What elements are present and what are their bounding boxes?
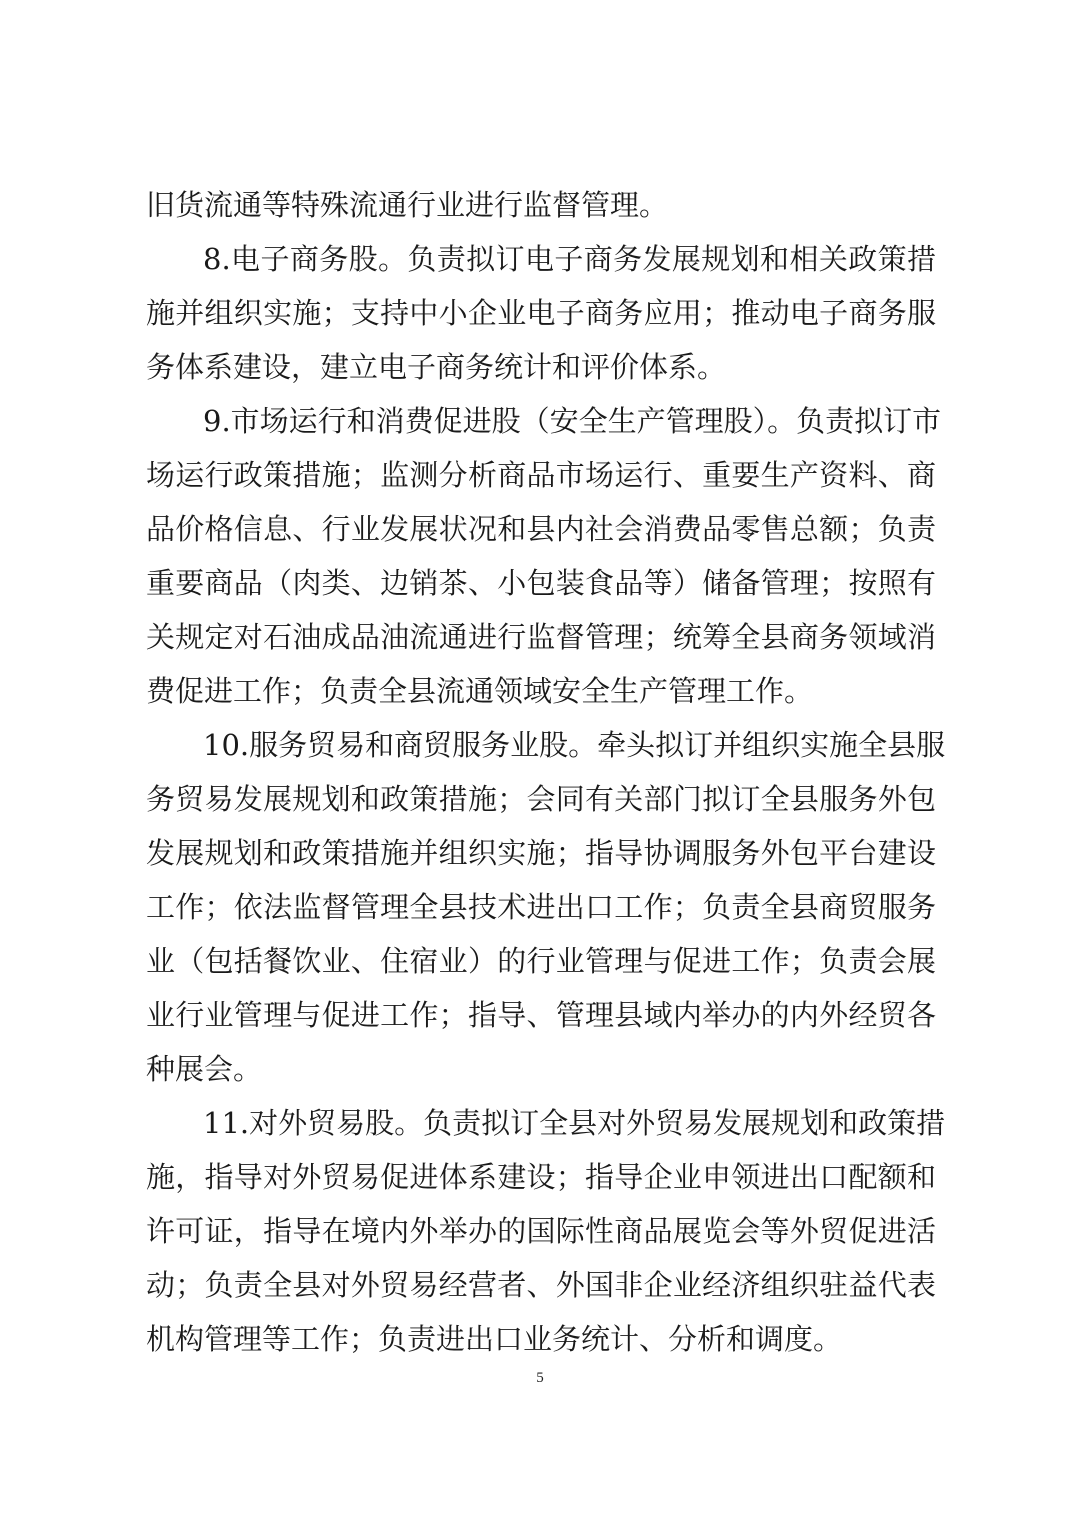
text-line: 费促进工作；负责全县流通领域安全生产管理工作。 <box>146 674 814 708</box>
section-8-heading-line: 8.电子商务股。负责拟订电子商务发展规划和相关政策措 <box>203 242 936 276</box>
text-line: 发展规划和政策措施并组织实施；指导协调服务外包平台建设 <box>146 836 936 870</box>
section-11-heading-line: 11.对外贸易股。负责拟订全县对外贸易发展规划和政策措 <box>203 1106 946 1140</box>
text-line: 种展会。 <box>146 1052 263 1086</box>
text-line: 务贸易发展规划和政策措施；会同有关部门拟订全县服务外包 <box>146 782 936 816</box>
text-line: 机构管理等工作；负责进出口业务统计、分析和调度。 <box>146 1322 843 1356</box>
text-line: 重要商品（肉类、边销茶、小包装食品等）储备管理；按照有 <box>146 566 936 600</box>
text-line: 关规定对石油成品油流通进行监督管理；统筹全县商务领域消 <box>146 620 936 654</box>
text-line: 品价格信息、行业发展状况和县内社会消费品零售总额；负责 <box>146 512 936 546</box>
page-number: 5 <box>536 1370 544 1386</box>
text-line: 动；负责全县对外贸易经营者、外国非企业经济组织驻益代表 <box>146 1268 936 1302</box>
text-line: 旧货流通等特殊流通行业进行监督管理。 <box>146 188 669 222</box>
text-line: 工作；依法监督管理全县技术进出口工作；负责全县商贸服务 <box>146 890 936 924</box>
text-line: 许可证，指导在境内外举办的国际性商品展览会等外贸促进活 <box>146 1214 936 1248</box>
text-line: 场运行政策措施；监测分析商品市场运行、重要生产资料、商 <box>146 458 936 492</box>
section-9-heading-line: 9.市场运行和消费促进股（安全生产管理股）。负责拟订市 <box>203 404 942 438</box>
text-line: 业行业管理与促进工作；指导、管理县域内举办的内外经贸各 <box>146 998 936 1032</box>
text-line: 施，指导对外贸易促进体系建设；指导企业申领进出口配额和 <box>146 1160 936 1194</box>
text-line: 务体系建设，建立电子商务统计和评价体系。 <box>146 350 727 384</box>
section-10-heading-line: 10.服务贸易和商贸服务业股。牵头拟订并组织实施全县服 <box>203 728 946 762</box>
text-line: 施并组织实施；支持中小企业电子商务应用；推动电子商务服 <box>146 296 936 330</box>
text-line: 业（包括餐饮业、住宿业）的行业管理与促进工作；负责会展 <box>146 944 936 978</box>
